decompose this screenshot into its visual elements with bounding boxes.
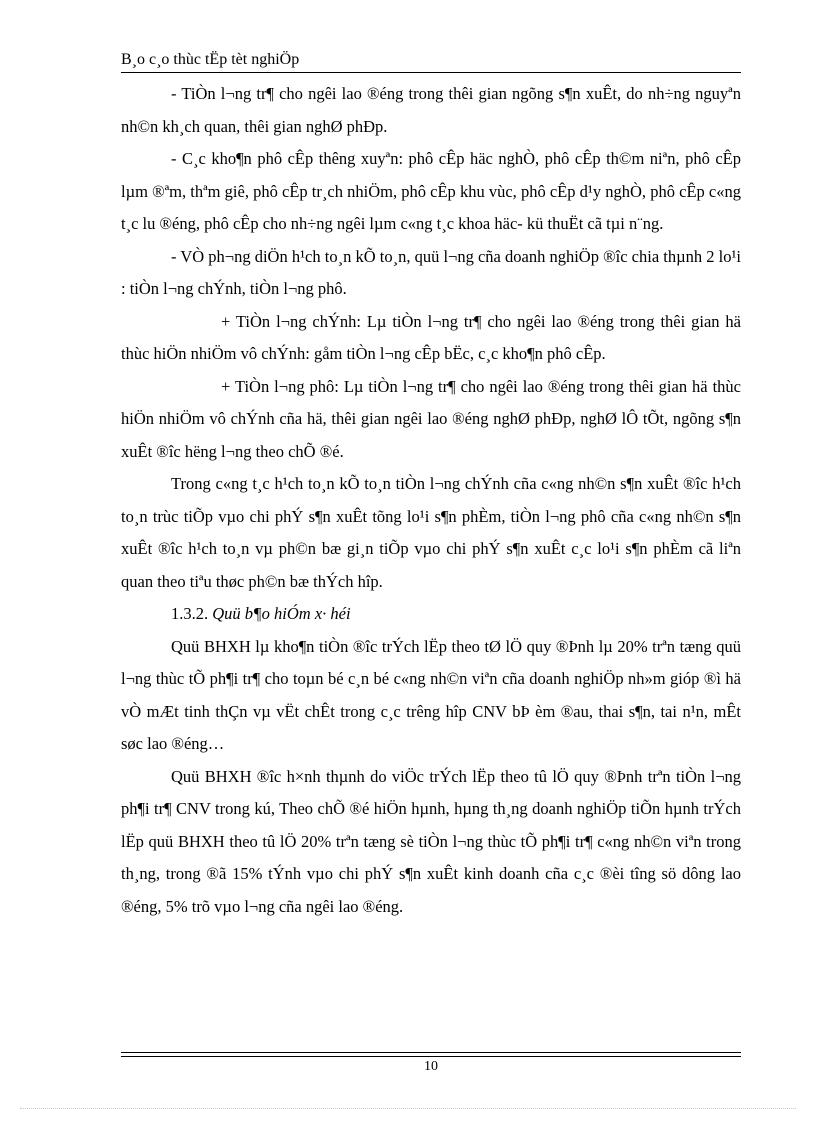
paragraph: Quü BHXH lµ kho¶n tiÒn ®îc trÝch lËp theo tØ lÖ quy ®Þnh lµ 20% trªn tæng quü l¬ng thùc tÕ ph¶i tr¶ cho toµn bé c¸n bé c«ng nh©n viªn cña doanh nghiÖp nh»m gióp ®ì hä vÒ mÆt tinh thÇn vµ vËt chÊt trong c¸c trêng hîp CNV bÞ èm ®au, thai s¶n, tai n¹n, mÊt søc lao ®éng… — [121, 636, 741, 753]
paragraph: - VÒ ph¬ng diÖn h¹ch to¸n kÕ to¸n, quü l¬ng cña doanh nghiÖp ®îc chia thµnh 2 lo¹i : tiÒn l¬ng chÝnh, tiÒn l¬ng phô. — [121, 246, 741, 298]
section-number: 1.3.2. — [171, 604, 209, 623]
document-body — [121, 78, 741, 923]
paragraph: Trong c«ng t¸c h¹ch to¸n kÕ to¸n tiÒn l¬ng chÝnh cña c«ng nh©n s¶n xuÊt ®îc h¹ch to¸n trùc tiÕp vµo chi phÝ s¶n xuÊt tõng lo¹i s¶n phÈm, tiÒn l¬ng phô cña c«ng nh©n s¶n xuÊt ®îc h¹ch to¸n vµ ph©n bæ gi¸n tiÕp vµo chi phÝ s¶n xuÊt c¸c lo¹i s¶n phÈm cã liªn quan theo tiªu thøc ph©n bæ thÝch hîp. — [121, 474, 741, 591]
header-rule — [121, 72, 741, 73]
page-number: 10 — [424, 1059, 438, 1074]
header-title: B¸o c¸o thùc tËp tèt nghiÖp — [121, 51, 300, 68]
page-header — [121, 50, 741, 70]
page-edge-divider — [20, 1108, 796, 1109]
paragraph: - C¸c kho¶n phô cÊp thêng xuyªn: phô cÊp häc nghÒ, phô cÊp th©m niªn, phô cÊp lµm ®ªm, thªm giê, phô cÊp tr¸ch nhiÖm, phô cÊp khu vùc, phô cÊp d¹y nghÒ, phô cÊp c«ng t¸c lu ®éng, phô cÊp cho nh÷ng ngêi lµm c«ng t¸c khoa häc- kü thuËt cã tµi n¨ng. — [121, 149, 741, 233]
paragraph: + TiÒn l¬ng phô: Lµ tiÒn l¬ng tr¶ cho ngêi lao ®éng trong thêi gian hä thùc hiÖn nhiÖm vô chÝnh cña hä, thêi gian ngêi lao ®éng nghØ phÐp, nghØ lÔ tÕt, ngõng s¶n xuÊt ®îc hëng l¬ng theo chÕ ®é. — [121, 376, 741, 461]
paragraph: Quü BHXH ®îc h×nh thµnh do viÖc trÝch lËp theo tû lÖ quy ®Þnh trªn tiÒn l¬ng ph¶i tr¶ CNV trong kú, Theo chÕ ®é hiÖn hµnh, hµng th¸ng doanh nghiÖp tiÕn hµnh trÝch lËp quü BHXH theo tû lÖ 20% trªn tæng sè tiÒn l¬ng thùc tÕ ph¶i tr¶ c«ng nh©n viªn trong th¸ng, trong ®ã 15% tÝnh vµo chi phÝ s¶n xuÊt kinh doanh cña c¸c ®èi tîng sö dông lao ®éng, 5% trõ vµo l¬ng cña ngêi lao ®éng. — [121, 766, 741, 916]
paragraph: + TiÒn l¬ng chÝnh: Lµ tiÒn l¬ng tr¶ cho ngêi lao ®éng trong thêi gian hä thùc hiÖn nhiÖm vô chÝnh: gåm tiÒn l¬ng cÊp bËc, c¸c kho¶n phô cÊp. — [121, 311, 741, 363]
footer-rule-bottom — [121, 1056, 741, 1057]
paragraph: - TiÒn l¬ng tr¶ cho ngêi lao ®éng trong thêi gian ngõng s¶n xuÊt, do nh÷ng nguyªn nh©n kh¸ch quan, thêi gian nghØ phÐp. — [121, 84, 741, 136]
section-title: Quü b¶o hiÓm x· héi — [212, 604, 351, 623]
footer-rule-top — [121, 1052, 741, 1053]
section-heading — [121, 598, 741, 631]
